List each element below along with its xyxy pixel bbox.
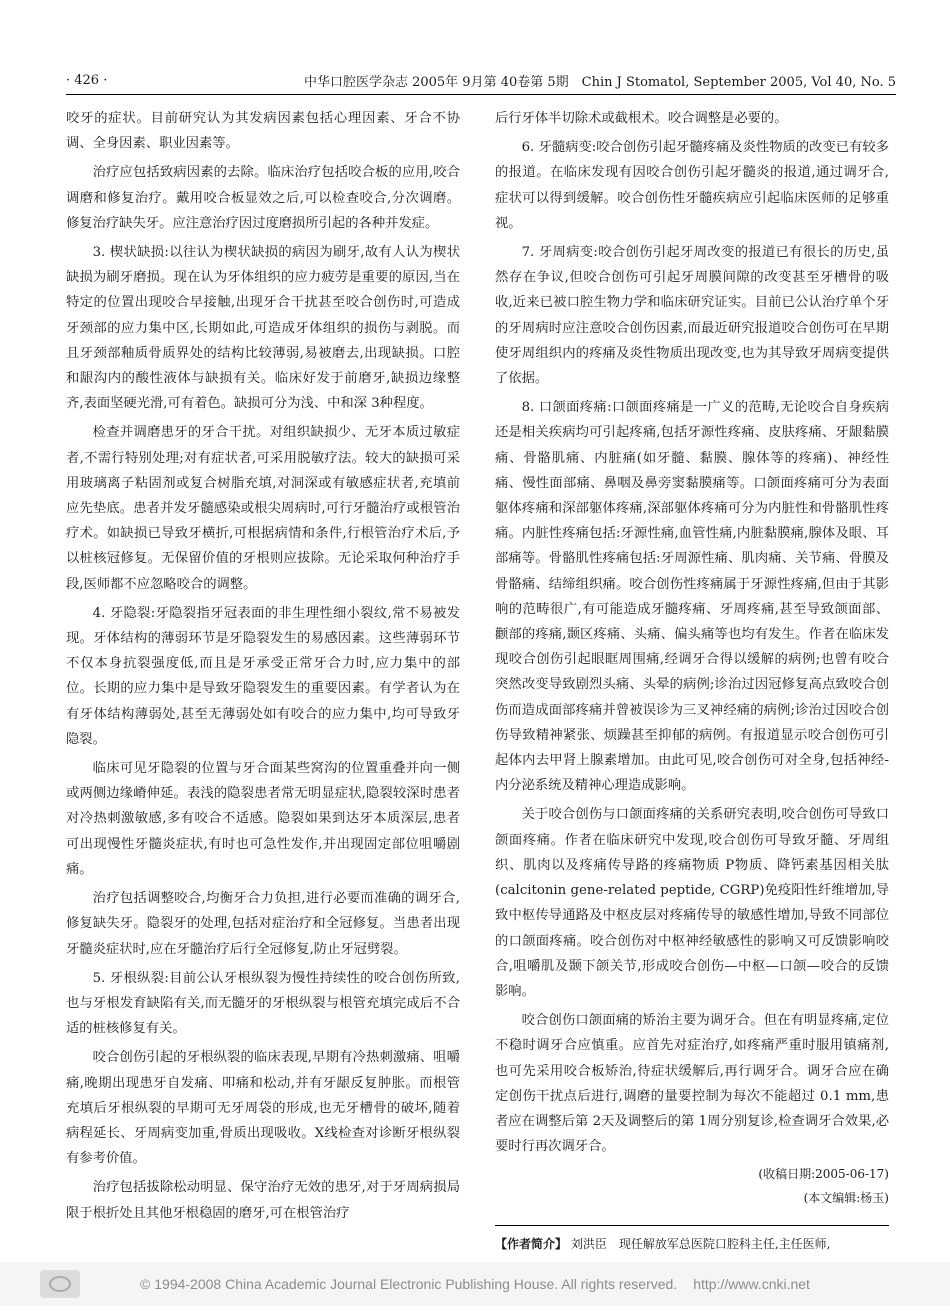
paragraph: 检查并调磨患牙的牙合干扰。对组织缺损少、无牙本质过敏症者,不需行特别处理;对有症状者,可采用脱敏疗法。较大的缺损可采用玻璃离子粘固剂或复合树脂充填,对洞深或有敏感症状者,充填前应先垫底。患者并发牙髓感染或根尖周病时,可行牙髓治疗或根管治疗术。如缺损已导致牙横折,可根据病情和条件,行根管治疗术后,予以桩核冠修复。无保留价值的牙根则应拔除。无论采取何种治疗手段,医师都不应忽略咬合的调整。 — [66, 425, 460, 592]
author-note — [495, 1235, 889, 1253]
editor-credit: (本文编辑:杨玉) — [803, 1191, 889, 1206]
author-note-rule — [495, 1225, 889, 1226]
paragraph: 临床可见牙隐裂的位置与牙合面某些窝沟的位置重叠并向一侧或两侧边缘嵴伸延。表浅的隐裂患者常无明显症状,隐裂较深时患者对冷热刺激敏感,多有咬合不适感。隐裂如果到达牙本质深层,患者可出现慢性牙髓炎症状,有时也可急性发作,并出现固定部位咀嚼剧痛。 — [66, 761, 460, 877]
paragraph: 8. 口颌面疼痛:口颌面疼痛是一广义的范畴,无论咬合自身疾病还是相关疾病均可引起疼痛,包括牙源性疼痛、皮肤疼痛、牙龈黏膜痛、骨骼肌痛、内脏痛(如牙髓、黏膜、腺体等的疼痛)、神经性痛、慢性面部痛、鼻咽及鼻旁窦黏膜痛等。口颌面疼痛可分为表面躯体疼痛和深部躯体疼痛,深部躯体疼痛可分为内脏性和骨骼肌性疼痛。内脏性疼痛包括:牙源性痛,血管性痛,内脏黏膜痛,腺体及眼、耳部痛等。骨骼肌性疼痛包括:牙周源性痛、肌肉痛、关节痛、骨膜及骨骼痛、结缔组织痛。咬合创伤性疼痛属于牙源性疼痛,但由于其影响的范畴很广,有可能造成牙髓疼痛、牙周疼痛,甚至导致颌面部、颧部的疼痛,颞区疼痛、头痛、偏头痛等也均有发生。作者在临床发现咬合创伤引起眼眶周围痛,经调牙合得以缓解的病例;也曾有咬合突然改变导致剧烈头痛、头晕的病例;诊治过因冠修复高点致咬合创伤而造成面部疼痛并曾被误诊为三叉神经痛的病例;诊治过因咬合创伤导致精神紧张、烦躁甚至抑郁的病例。有报道显示咬合创伤可引起体内去甲肾上腺素增加。由此可见,咬合创伤可对全身,包括神经-内分泌系统及精神心理造成影响。 — [495, 400, 889, 794]
right-column — [495, 106, 889, 1209]
paragraph: 3. 楔状缺损:以往认为楔状缺损的病因为刷牙,故有人认为楔状缺损为刷牙磨损。现在认为牙体组织的应力疲劳是重要的原因,当在特定的位置出现咬合早接触,出现牙合干扰甚至咬合创伤时,可造成牙颈部的应力集中区,长期如此,可造成牙体组织的损伤与剥脱。而且牙颈部釉质骨质界处的结构比较薄弱,易被磨去,出现缺损。口腔和龈沟内的酸性液体与缺损有关。临床好发于前磨牙,缺损边缘整齐,表面坚硬光滑,可有着色。缺损可分为浅、中和深 3种程度。 — [66, 245, 460, 412]
paragraph: 6. 牙髓病变:咬合创伤引起牙髓疼痛及炎性物质的改变已有较多的报道。在临床发现有因咬合创伤引起牙髓炎的报道,通过调牙合,症状可以得到缓解。咬合创伤性牙髓疾病应引起临床医师的足够重视。 — [495, 140, 889, 231]
paragraph: 咬合创伤引起的牙根纵裂的临床表现,早期有冷热刺激痛、咀嚼痛,晚期出现患牙自发痛、叩痛和松动,并有牙龈反复肿胀。而根管充填后牙根纵裂的早期可无牙周袋的形成,也无牙槽骨的破坏,随着病程延长、牙周病变加重,骨质出现吸收。X线检查对诊断牙根纵裂有参考价值。 — [66, 1050, 460, 1167]
author-note-text: 刘洪臣 现任解放军总医院口腔科主任,主任医师, — [570, 1237, 831, 1251]
paragraph: 后行牙体半切除术或截根术。咬合调整是必要的。 — [495, 111, 788, 126]
paragraph: 咬合创伤口颌面痛的矫治主要为调牙合。但在有明显疼痛,定位不稳时调牙合应慎重。应首先对症治疗,如疼痛严重时服用镇痛剂,也可先采用咬合板矫治,待症状缓解后,再行调牙合。调牙合应在确定创伤干扰点后进行,调磨的量要控制为每次不能超过 0.1 mm,患者应在调整后第 2天及调整后的第 1周分别复诊,检查调牙合效果,必要时行再次调牙合。 — [495, 1013, 889, 1155]
left-column — [66, 106, 460, 1230]
footer-banner — [0, 1262, 950, 1306]
journal-citation: 中华口腔医学杂志 2005年 9月第 40卷第 5期 Chin J Stomatol, September 2005, Vol 40, No. 5 — [303, 74, 896, 90]
copyright-text: © 1994-2008 China Academic Journal Electronic Publishing House. All rights reserved. — [140, 1276, 678, 1292]
paragraph: 治疗包括调整咬合,均衡牙合力负担,进行必要而准确的调牙合,修复缺失牙。隐裂牙的处理,包括对症治疗和全冠修复。当患者出现牙髓炎症状时,应在牙髓治疗后行全冠修复,防止牙冠劈裂。 — [66, 891, 460, 957]
footer-url[interactable]: http://www.cnki.net — [693, 1276, 810, 1292]
paragraph: 7. 牙周病变:咬合创伤引起牙周改变的报道已有很长的历史,虽然存在争议,但咬合创伤可引起牙周膜间隙的改变甚至牙槽骨的吸收,近来已被口腔生物力学和临床研究证实。目前已公认治疗单个牙的牙周病时应注意咬合创伤因素,而最近研究报道咬合创伤可在早期使牙周组织内的疼痛及炎性物质出现改变,也为其导致牙周病变提供了依据。 — [495, 245, 889, 387]
paragraph: 5. 牙根纵裂:目前公认牙根纵裂为慢性持续性的咬合创伤所致,也与牙根发育缺陷有关,而无髓牙的牙根纵裂与根管充填完成后不合适的桩核修复有关。 — [66, 970, 460, 1037]
header-rule — [66, 94, 896, 95]
paragraph: 关于咬合创伤与口颌面疼痛的关系研究表明,咬合创伤可导致口颌面疼痛。作者在临床研究中发现,咬合创伤可导致牙髓、牙周组织、肌肉以及疼痛传导路的疼痛物质 P物质、降钙素基因相关肽(calcitonin gene-related peptide, CGRP)免疫阳性纤维增加,导致中枢传导通路及中枢皮层对疼痛传导的敏感性增加,导致不同部位的口颌面疼痛。咬合创伤对中枢神经敏感性的影响又可反馈影响咬合,咀嚼肌及颞下颌关节,形成咬合创伤—中枢—口颌—咬合的反馈影响。 — [495, 807, 889, 999]
page-number: · 426 · — [66, 72, 108, 88]
paragraph: 治疗包括拔除松动明显、保守治疗无效的患牙,对于牙周病损局限于根折处且其他牙根稳固的磨牙,可在根管治疗 — [66, 1180, 460, 1221]
cnki-logo-icon — [40, 1270, 80, 1298]
paragraph: 咬牙的症状。目前研究认为其发病因素包括心理因素、牙合不协调、全身因素、职业因素等。 — [66, 111, 460, 152]
received-date: (收稿日期:2005-06-17) — [758, 1167, 889, 1182]
running-header — [66, 70, 896, 90]
paragraph: 治疗应包括致病因素的去除。临床治疗包括咬合板的应用,咬合调磨和修复治疗。戴用咬合板显效之后,可以检查咬合,分次调磨。修复治疗缺失牙。应注意治疗因过度磨损所引起的各种并发症。 — [66, 165, 460, 231]
author-note-label: 【作者简介】 — [495, 1237, 568, 1251]
paragraph: 4. 牙隐裂:牙隐裂指牙冠表面的非生理性细小裂纹,常不易被发现。牙体结构的薄弱环节是牙隐裂发生的易感因素。这些薄弱环节不仅本身抗裂强度低,而且是牙承受正常牙合力时,应力集中的部位。长期的应力集中是导致牙隐裂发生的重要因素。有学者认为在有牙体结构薄弱处,甚至无薄弱处如有咬合的应力集中,均可导致牙隐裂。 — [66, 605, 460, 747]
